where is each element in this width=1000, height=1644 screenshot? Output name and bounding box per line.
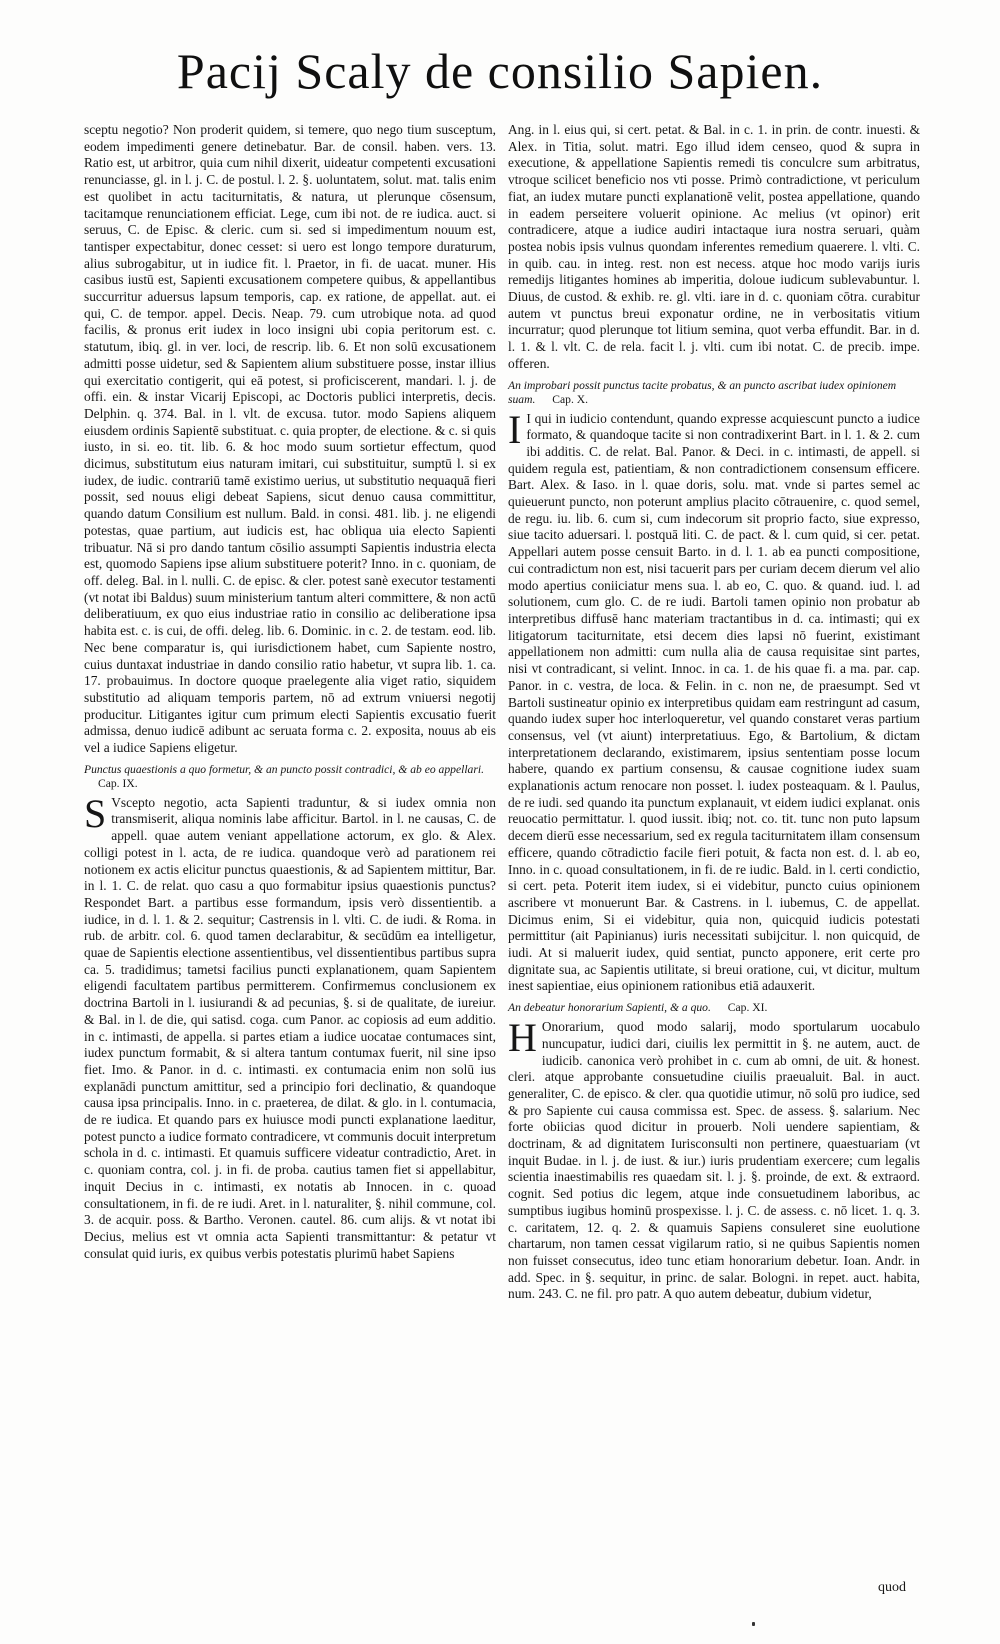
drop-initial-h: H [508,1015,537,1061]
drop-initial-s: S [84,790,107,836]
chapter-11-label: Cap. XI. [727,1001,768,1015]
chapter-9-label: Cap. IX. [98,776,138,790]
left-paragraph-2 [84,790,496,1263]
chapter-10-title: An improbari possit punctus tacite probatus, & an puncto ascribat iudex opinionem suam. [508,378,897,406]
left-paragraph-2-text: Vscepto negotio, acta Sapienti traduntur, & si iudex omnia non transmiserit, aliqua nominis labe afficitur. Bartol. in l. ne causas, C. de appell. quae autem veniant appellatione actorum, ex glo. & Alex. colligi potest in l. acta, de re iudica. quandoque verò ad parationem rei notionem ex actis elicitur punctus quaestionis, & ad Sapientem mittitur, Bar. in l. 1. C. de relat. quo casu a quo formabitur ipsius quaestionis punctus? Respondet Bart. a partibus esse formandum, ipsis verò dissentientib. a iudice, in d. l. 1. & 2. sequitur; Castrensis in l. vlti. C. de iudi. & Roma. in rub. de arbitr. col. 6. quod tamen declarabitur, & secūdūm ea intelligetur, quae de Sapientis electione assentientibus, vel dissentientibus partibus supra ca. 5. tradidimus; tametsi facilius puncti explanationem, quam Sapientem eligendi facultatem partibus permitterem. Confirmemus conclusionem ex doctrina Bartoli in l. iusiurandi & ad pecunias, §. si de qualitate, de iureiur. & Bal. in l. de die, qui satisd. coga. cum Panor. ac copiosis ad eum additio. in c. intimasti, de appella. si partes etiam a iudice uocatae contumaces sint, iudex punctum formabit, & si altera tantum contumax fuerit, nil sine ipso fiet. Imo. & Panor. in d. c. intimasti. ex contumacia enim non solū ius explanādi punctum amittitur, sed a principio fori declinatio, & quandoque causa ipsa principalis. Inno. in c. praeterea, de dilat. & glo. in l. contumacia, de re iudica. Et quando pars ex huiusce modi puncti explanatione laeditur, potest puncto a iudice formato contradicere, vt communis docuit interpretum schola in d. c. intimasti. Et quamuis sufficere videatur contradictio, Aret. in c. quoniam contra, col. j. in fi. de proba. cautius tamen fiet si appellabitur, inquit Decius in c. intimasti, ex notatis ab Innocen. in c. quoad consultationem, in fi. de re iudi. Aret. in l. naturaliter, §. nihil commune, col. 3. de acquir. poss. & Bartho. Veronen. cautel. 86. cum alijs. & vt notat ibi Decius, melius est vt omnia acta Sapienti transmittantur: & petatur vt consulat quid iuris, ex quibus verbis potestatis plurimū habet Sapiens [84,794,496,1261]
chapter-11-title: An debeatur honorarium Sapienti, & a quo. [508,1001,711,1015]
chapter-10-label: Cap. X. [552,392,589,406]
chapter-9-heading [84,763,496,791]
chapter-11-heading [508,1001,920,1015]
catchword: quod [878,1580,906,1595]
right-paragraph-3-text: Onorarium, quod modo salarij, modo sportularum uocabulo nuncupatur, iudici dari, ciuilis lex permittit in §. ne autem, auct. de iudicib. canonica verò prohibet in c. cum ab omni, de uit. & honest. cleri. atque approbante consuetudine ciuilis praeualuit. Bal. in auct. generaliter, C. de episco. & cler. qua quotidie utimur, nō solū pro iudice, sed & pro Sapiente cui causa commissa est. Spec. de assess. §. salarium. Nec forte obiicias quod dicitur in prouerb. Noli uendere sapientiam, & doctrinam, & ad dignitatem Iurisconsulti non pertinere, quaestuariam (vt inquit Budae. in l. j. de iust. & iur.) iuris prudentiam exercere; cum legalis scientia inaestimabilis res quaedam sit. l. j. §. proinde, de ext. & extraord. cognit. Sed potius dic legem, atque inde consuetudinem laboribus, ac sumptibus iugibus hominū prospexisse. l. j. C. de assess. c. nō licet. 1. q. 3. c. caritatem, 12. q. 2. & quamuis Sapiens consuleret sine euolutione chartarum, non tamen cessat vigilarum ratio, si ne quibus Sapientis nomen non fuisset consecutus, ideo tunc etiam honorarium debetur. Ioan. Andr. in add. Spec. in §. sequitur, in princ. de salar. Bologni. in repet. auct. habita, num. 243. C. ne fil. pro patr. A quo autem debeatur, dubium videtur, [508,1019,920,1302]
chapter-9-title: Punctus quaestionis a quo formetur, & an puncto possit contradici, & ab eo appellari. [84,762,484,776]
chapter-10-heading [508,379,920,407]
drop-initial-i: I [508,406,522,452]
left-paragraph-1: sceptu negotio? Non proderit quidem, si temere, quo nego tium susceptum, eodem impedimenti genere detinebatur. Bar. de consil. haben. vers. 13. Ratio est, ut arbitror, quia cum nihil dixerit, uideatur competenti excusationi renunciasse, gl. in l. j. C. de postul. l. 2. §. uoluntatem, solut. mat. talis enim est quolibet in actu taciturnitatis, & natura, ut plerunque cōsensum, tacitamque renunciationem efficiat. Lege, cum ibi not. de re iudica. auct. si seruus, C. de Episc. & cleric. cum si. sed si impedimentum nouum est, tantisper expectabitur, donec cesset: si uero est longo tempore duraturum, alius subrogabitur, ut in iudice fit. l. Praetor, in fi. de uacat. muner. His casibus iustū est, Sapienti excusationem competere quibus, & appellantibus succurritur aduersus lapsum temporis, cap. ex ratione, de appellat. aut. ei qui, C. de tempor. appel. Decis. Neap. 79. cum utrobique nota. ad quod facilis, & pronus erit iudex in loco insigni ubi copia peritorum est. c. statutum, ibiq. gl. in ver. loci, de rescrip. lib. 6. Et non solū excusationem admitti posse uidetur, sed & Sapientem alium substituere posse, instar illius qui exercitatio contigerit, qui eā potest, si proficiscerent, mandari. l. j. de offi. ein. & instar Vicarij Episcopi, ac Doctoris publici interpretis, decis. Delphin. q. 374. Bal. in l. vlt. de excusa. tutor. modo Sapiens aliquem eiusdem ordinis Sapientē substituat. c. quia propter, de electione. & c. si quis iusto, in si. eo. tit. lib. 6. & hoc modo suum sortietur effectum, quod dicimus, substitutum eius naturam imitari, cui substituitur, sumptū l. si ex iudex, de iudic. contrariū tamē existimo uerius, ut substitutio nequaquā fieri possit, sed nouus eligi debeat Sapiens, sicut denuo causa committitur, quando datum Consilium est nullum. Bald. in consi. 481. lib. j. ne eligendi potestas, quae partium, aut iudicis est, hac obliqua uia electo Sapienti tribuatur. Nā si pro dando tantum cōsilio assumpti Sapientis industria electa est, quomodo Sapiens ipse alium substituere poterit? Inno. in c. quoniam, de off. deleg. Bal. in l. nulli. C. de episc. & cler. potest sanè executor testamenti (vt notat ibi Baldus) suum ministerium tantum alteri committere, & non actū deliberatiuum, ex quo eius industriae ratio in consilio ac deliberatione ipsa habita est. c. is cui, de offi. deleg. lib. 6. Dominic. in c. 2. de testam. eod. lib. Nec bene comparatur is, qui iurisdictionem habet, cum Sapiente nostro, cuius duntaxat industriae in dando consilio ratio habetur, vt supra lib. 1. ca. 17. probauimus. In doctore quoque praelegente alia viget ratio, siquidem substitutio ad aliquam temporis partem, nō ad extrum vniuersi negotij producitur. Litigantes igitur cum primum electi Sapientis excusatio fuerit admissa, denuo iudicē adibunt ac seruata forma c. 2. exposita, nouus ab eis vel a iudice Sapiens eligetur. [84,122,496,756]
left-column [84,122,496,1262]
running-title: Pacij Scaly de consilio Sapien. [176,43,824,99]
ink-speck [752,1622,755,1626]
right-paragraph-1: Ang. in l. eius qui, si cert. petat. & Bal. in c. 1. in prin. de contr. inuesti. & Alex. in Titia, solut. matri. Ego illud idem censeo, quod & supra in executione, & appellatione Sapientis remedi tis conculcre sum arbitratus, vtroque scilicet beneficio nos vti posse. Primò contradictione, vt periculum fiat, an iudex mutare puncti explanationē velit, postea appellatione, quando in eadem perseitere voluerit opinione. Ac melius (vt opinor) erit contradicere, atque a iudice audiri intactaque iura nostra seruari, quàm postea nobis ipsis vulnus quondam inferentes remedium quaerere. l. vlti. C. in quib. cau. in integ. rest. non est necess. atque hoc modo varijs iuris remedijs litigantes homines ab imperitia, doloue iudicum sublevabuntur. l. Diuus, de custod. & exhib. re. gl. vlti. iare in d. c. quoniam cōtra. curabitur autem vt punctus breui exponatur ordine, ne in verbositatis vitium incurratur; quod plerunque tot litium semina, quot verba effundit. Bar. in d. l. 1. & l. vlt. C. de rela. facit l. j. vlti. cum ibi notat. C. de precib. impe. offeren. [508,122,920,371]
right-paragraph-2-text: I qui in iudicio contendunt, quando expresse acquiescunt puncto a iudice formato, & quandoque tacite si non contradixerint Bart. in l. 1. & 2. cum ibi additis. C. de relat. Bal. Panor. & Deci. in c. intimasti, de appell. si quidem regula est, patientiam, & non contradictionem consensum efficere. Bart. Alex. & Iaso. in l. quae doris, solu. mat. vnde si partes semel ac quieuerunt puncto, non poterunt amplius placito cōtrauenire, c. quod semel, de regu. iu. lib. 6. cum si, cum indecorum sit proprio facto, siue expresso, siue tacito aduersari. l. postquā liti. C. de pact. & l. cum quid, si cer. petat. Appellari autem posse censuit Barto. in d. l. 1. ab ea puncti compositione, cui contradictum non est, nisi tacuerit pars per curiam decem dierum vel alio modo apertius coniiciatur mens sua. l. ab eo, C. quo. & quand. iud. l. ad solutionem, cum glo. C. de re iudi. Bartoli tamen opinio non probatur ab interpretibus diffusē hanc materiam tractantibus in d. ca. intimasti; qui ex litigatorum taciturnitate, etsi decem dies lapsi nō fuerint, existimant appellationem non admitti: cum nulla alia de causa requisitae sint partes, nisi vt contradicant, si velint. Innoc. in ca. 1. de his quae fi. a ma. par. cap. Panor. in c. vestra, de loca. & Felin. in c. non ne, de praesumpt. Sed vt Bartoli sustineatur opinio ex interpretibus quidam eam restringunt ad casum, quando iudex super hoc interloqueretur, vel quando constaret veras partium consensus, vel (vt aiunt) interpretatiuus. Ego, & Bartolium, & dictam interpretationem declarando, existimarem, ipsius sententiam posse locum habere, quando ex partium consensu, & causae cognitione iudex suam explanationis actum renocare non posset. l. iudex posteaquam. & l. Paulus, de re iudi. sed quando ita punctum explanauit, vt eidem iudici explanat. onis reuocatio permittatur. l. quod iussit. ibiq; not. co. tit. tunc non puto lapsum decem dierū esse necessarium, sed ex regula taciturnitatem illam consensum efficere, quando cōtradictio facile fieri potuit, & facta non est. d. l. ab eo, Inno. in c. quoad consultationem, in fi. de re iudic. Bald. in l. certi condictio, si cert. peta. Poterit item iudex, si ei videbitur, puncto cuius opinionem ascribere vt monuerunt Bar. & Castrens. in l. iubemus, C. de appellat. Dicimus enim, Si ei videbitur, quia non, quicquid iudicis potestati permittitur (ait Papinianus) iuris necessitati subijcitur. l. non quicquid, de iudi. At si maluerit iudex, quid sentiat, puncto apponere, erit certe pro dignitate sua, ac Sapientis utilitate, si breui oratione, cui, vt dicitur, multum inest sapientiae, eius opinionem rationibus etiā adauxerit. [508,410,920,994]
right-paragraph-3 [508,1015,920,1303]
right-paragraph-2 [508,406,920,996]
right-column [508,122,920,1303]
